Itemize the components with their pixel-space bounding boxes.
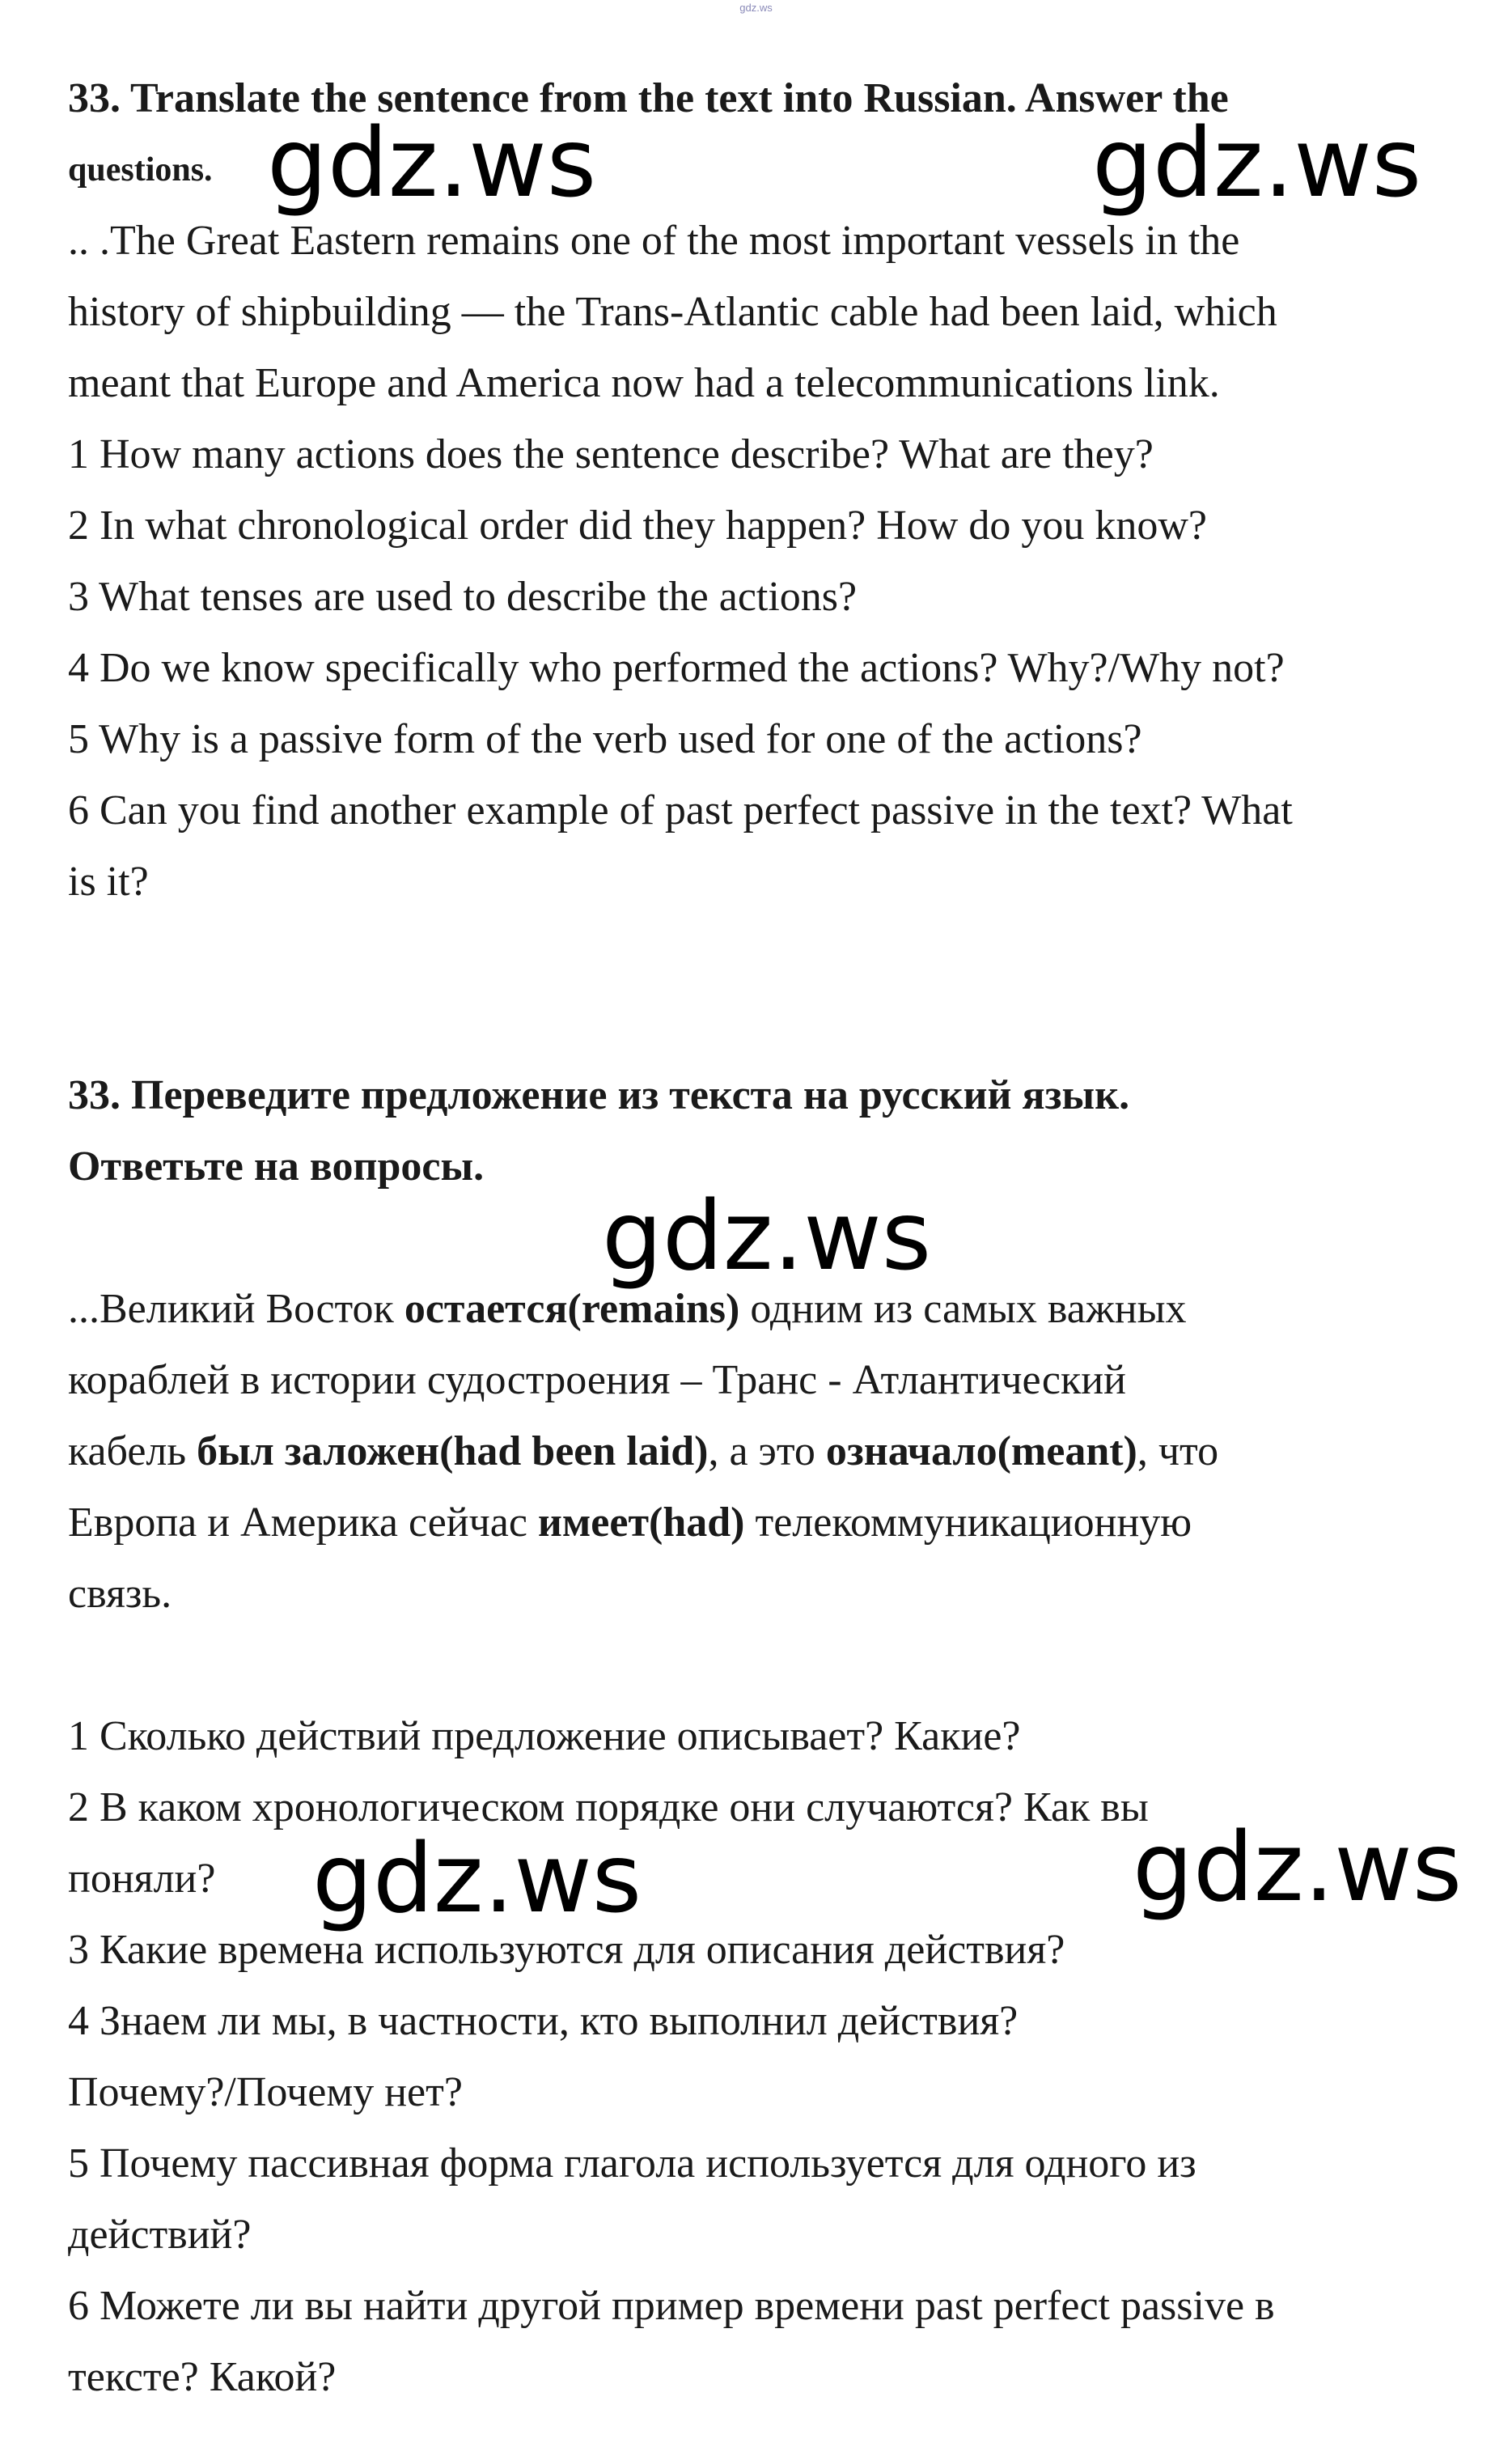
russian-question: 5 Почему пассивная форма глагола используется для одного из: [68, 2140, 1196, 2187]
russian-question: 6 Можете ли вы найти другой пример времени past perfect passive в: [68, 2283, 1275, 2329]
russian-question: Почему?/Почему нет?: [68, 2069, 463, 2115]
russian-question: поняли?: [68, 1856, 216, 1902]
russian-question: 1 Сколько действий предложение описывает? Какие?: [68, 1713, 1021, 1759]
russian-translation-line: связь.: [68, 1571, 172, 1617]
english-passage-line: history of shipbuilding — the Trans-Atlantic cable had been laid, which: [68, 289, 1277, 335]
english-question: 6 Can you find another example of past perfect passive in the text? What: [68, 787, 1293, 834]
highlight-term: имеет(had): [537, 1499, 745, 1546]
english-question: 4 Do we know specifically who performed the actions? Why?/Why not?: [68, 645, 1285, 691]
watermark: gdz.ws: [1133, 1811, 1463, 1923]
russian-heading-cont: Ответьте на вопросы.: [68, 1143, 485, 1190]
english-question: 5 Why is a passive form of the verb used for one of the actions?: [68, 716, 1142, 762]
english-heading: 33. Translate the sentence from the text into Russian. Answer the: [68, 75, 1229, 121]
russian-question: действий?: [68, 2212, 252, 2258]
russian-translation-line: кораблей в истории судостроения – Транс - Атлантический: [68, 1357, 1126, 1403]
top-watermark: gdz.ws: [739, 2, 773, 14]
watermark: gdz.ws: [267, 107, 597, 218]
russian-translation-line: Европа и Америка сейчас имеет(had) телекоммуникационную: [68, 1499, 1192, 1546]
highlight-term: означало(meant): [825, 1428, 1137, 1474]
russian-question: 4 Знаем ли мы, в частности, кто выполнил действия?: [68, 1998, 1019, 2044]
watermark: gdz.ws: [602, 1180, 932, 1292]
english-heading-cont: questions.: [68, 151, 213, 189]
english-question: 3 What tenses are used to describe the actions?: [68, 574, 858, 620]
watermark: gdz.ws: [312, 1822, 642, 1934]
english-passage-line: meant that Europe and America now had a telecommunications link.: [68, 360, 1220, 406]
english-question: 1 How many actions does the sentence describe? What are they?: [68, 431, 1154, 477]
english-question: 2 In what chronological order did they happen? How do you know?: [68, 503, 1207, 549]
english-question: is it?: [68, 859, 149, 905]
russian-translation-line: ...Великий Восток остается(remains) одним из самых важных: [68, 1286, 1187, 1332]
highlight-term: остается(remains): [404, 1286, 740, 1332]
russian-translation-line: кабель был заложен(had been laid), а это означало(meant), что: [68, 1428, 1219, 1474]
english-passage-line: .. .The Great Eastern remains one of the most important vessels in the: [68, 218, 1240, 264]
russian-question: 2 В каком хронологическом порядке они случаются? Как вы: [68, 1784, 1149, 1830]
highlight-term: был заложен(had been laid): [197, 1428, 709, 1474]
russian-question: 3 Какие времена используются для описания действия?: [68, 1927, 1065, 1973]
watermark: gdz.ws: [1092, 107, 1422, 218]
russian-heading: 33. Переведите предложение из текста на русский язык.: [68, 1072, 1130, 1118]
russian-question: тексте? Какой?: [68, 2354, 337, 2400]
